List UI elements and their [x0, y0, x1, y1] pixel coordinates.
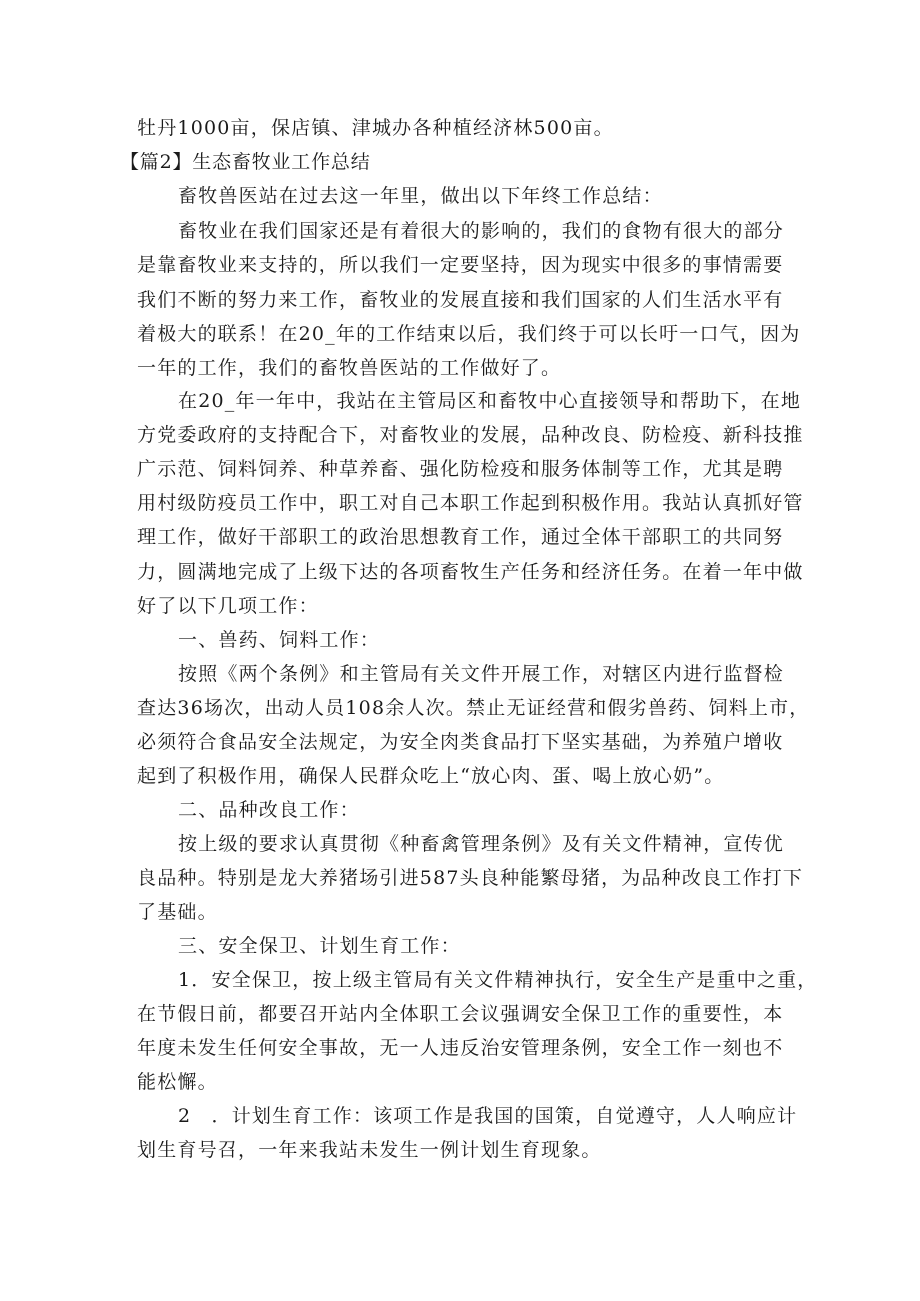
text-line: 能松懈。	[137, 1071, 218, 1093]
text-line: 牡丹1000亩，保店镇、津城办各种植经济林500亩。	[137, 117, 614, 139]
text-line: 好了以下几项工作：	[137, 595, 319, 617]
text-line: 畜牧业在我们国家还是有着很大的影响的，我们的食物有很大的部分	[178, 220, 785, 242]
text-line: 必须符合食品安全法规定，为安全肉类食品打下坚实基础，为养殖户增收	[137, 731, 784, 753]
subsection-heading: 一、兽药、饲料工作：	[178, 629, 381, 651]
text-line: 广示范、饲料饲养、种草养畜、强化防检疫和服务体制等工作，尤其是聘	[137, 458, 784, 480]
text-line: 1．安全保卫，按上级主管局有关文件精神执行，安全生产是重中之重，	[178, 969, 818, 991]
text-line: 划生育号召，一年来我站未发生一例计划生育现象。	[137, 1139, 602, 1161]
text-line: 2 ．计划生育工作：该项工作是我国的国策，自觉遵守，人人响应计	[178, 1105, 798, 1127]
text-line: 起到了积极作用，确保人民群众吃上“放心肉、蛋、喝上放心奶”。	[137, 765, 725, 787]
text-line: 着极大的联系！在20_年的工作结束以后，我们终于可以长吁一口气，因为	[137, 323, 801, 345]
text-line: 年度未发生任何安全事故，无一人违反治安管理条例，安全工作一刻也不	[137, 1037, 784, 1059]
text-line: 良品种。特别是龙大养猪场引进587头良种能繁母猪，为品种改良工作打下	[137, 867, 804, 889]
text-line: 在节假日前，都要召开站内全体职工会议强调安全保卫工作的重要性，本	[137, 1003, 784, 1025]
text-line: 查达36场次，出动人员108余人次。禁止无证经营和假劣兽药、饲料上市，	[137, 697, 810, 719]
text-line: 一年的工作，我们的畜牧兽医站的工作做好了。	[137, 357, 562, 379]
text-line: 我们不断的努力来工作，畜牧业的发展直接和我们国家的人们生活水平有	[137, 289, 784, 311]
section-heading: 【篇2】生态畜牧业工作总结	[120, 151, 371, 173]
text-line: 力，圆满地完成了上级下达的各项畜牧生产任务和经济任务。在着一年中做	[137, 561, 804, 583]
subsection-heading: 三、安全保卫、计划生育工作：	[178, 935, 461, 957]
text-line: 用村级防疫员工作中，职工对自己本职工作起到积极作用。我站认真抓好管	[137, 492, 804, 514]
subsection-heading: 二、品种改良工作：	[178, 799, 360, 821]
text-line: 方党委政府的支持配合下，对畜牧业的发展，品种改良、防检疫、新科技推	[137, 424, 804, 446]
text-line: 是靠畜牧业来支持的，所以我们一定要坚持，因为现实中很多的事情需要	[137, 254, 784, 276]
text-line: 畜牧兽医站在过去这一年里，做出以下年终工作总结：	[178, 185, 663, 207]
text-line: 按照《两个条例》和主管局有关文件开展工作，对辖区内进行监督检	[178, 663, 785, 685]
text-line: 在20_年一年中，我站在主管局区和畜牧中心直接领导和帮助下，在地	[178, 390, 802, 412]
text-line: 理工作，做好干部职工的政治思想教育工作，通过全体干部职工的共同努	[137, 526, 784, 548]
text-line: 了基础。	[137, 901, 218, 923]
text-line: 按上级的要求认真贯彻《种畜禽管理条例》及有关文件精神，宣传优	[178, 833, 785, 855]
